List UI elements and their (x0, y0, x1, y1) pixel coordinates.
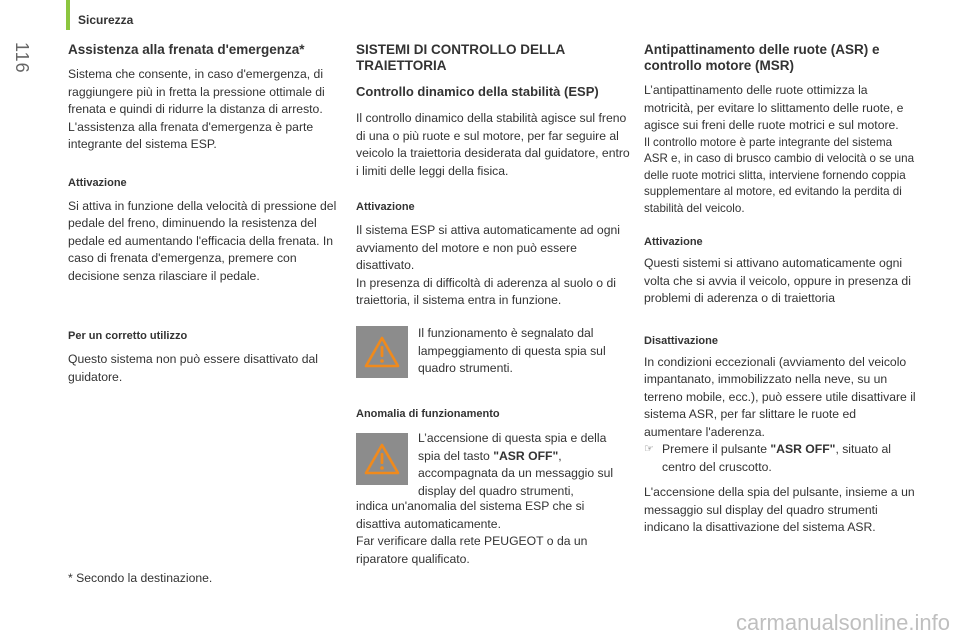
emergency-activation-heading: Attivazione (68, 176, 127, 189)
malfunction-text-part: L’accensione di questa spia e della spia del tasto (418, 431, 607, 463)
emergency-braking-title: Assistenza alla frenata d'emergenza* (68, 42, 305, 57)
asr-deactivation-heading: Disattivazione (644, 334, 718, 347)
column-asr (644, 42, 916, 537)
section-accent-bar (66, 0, 70, 30)
asr-intro-1: L’antipattinamento delle ruote ottimizza la motricità, per evitare lo slittamento delle ruote, e agisce sui freni delle ruote motrici e sul motore. (644, 83, 904, 132)
asr-deactivation-text: In condizioni eccezionali (avviamento del veicolo impantanato, immobilizzato nella neve, su un terreno mobile, ecc.), può essere utile disattivare il sistema ASR, per far slittare le ruote ed aumentare l'aderenza. (644, 354, 916, 439)
column-esp (356, 42, 631, 310)
malfunction-body (356, 498, 631, 568)
asr-title: Antipattinamento delle ruote (ASR) e controllo motore (MSR) (644, 42, 880, 73)
esp-warning-light-icon (356, 326, 408, 378)
asr-intro-2: Il controllo motore è parte integrante del sistema ASR e, in caso di brusco cambio di velocità o se una delle ruote motrici slitta, interviene fornendo coppia supplementare al motore, ed evitando la perdita di stabilità del veicolo. (644, 135, 915, 215)
pointing-hand-icon: ☞ (644, 443, 654, 455)
malfunction-text-1: indica un'anomalia del sistema ESP che si disattiva automaticamente. (356, 499, 585, 531)
malfunction-text-part: , accompagnata da un messaggio sul display del quadro strumenti, (418, 448, 614, 498)
emergency-activation-text: Si attiva in funzione della velocità di pressione del pedale del freno, diminuendo la resistenza del pedale ed aumentando l'efficacia della frenata. In caso di frenata d'emergenza, premere con decisione senza rilasciare il pedale. (68, 198, 337, 283)
section-label: Sicurezza (78, 13, 134, 27)
trajectory-control-title: SISTEMI DI CONTROLLO DELLA TRAIETTORIA (356, 42, 565, 73)
malfunction-text-2: Far verificare dalla rete PEUGEOT o da un riparatore qualificato. (356, 534, 588, 566)
asr-activation-heading: Attivazione (644, 236, 703, 248)
esp-warning-text: Il funzionamento è segnalato dal lampeggiamento di questa spia sul quadro strumenti. (418, 326, 606, 375)
column-emergency-braking (68, 42, 343, 386)
malfunction-warning-text (418, 430, 630, 500)
instruction-part: Premere il pulsante (662, 442, 771, 456)
asr-off-instruction-text (662, 441, 916, 476)
esp-activation-heading: Attivazione (356, 201, 415, 213)
asr-off-instruction (644, 441, 916, 476)
esp-intro: Il controllo dinamico della stabilità agisce sul freno di una o più ruote e sul motore, per far seguire al veicolo la traiettoria desiderata dal guidatore, entro i limiti delle leggi della fisica. (356, 111, 630, 178)
malfunction-heading: Anomalia di funzionamento (356, 408, 500, 420)
esp-activation-text-2: In presenza di difficoltà di aderenza al suolo o di traiettoria, il sistema entra in funzione. (356, 275, 616, 307)
asr-activation-text: Questi sistemi si attivano automaticamente ogni volta che si avvia il veicolo, oppure in presenza di problemi di aderenza o di traiettoria (644, 256, 911, 305)
asr-off-label: "ASR OFF" (493, 448, 559, 463)
emergency-braking-intro: Sistema che consente, in caso d'emergenza, di raggiungere più in fretta la pressione ottimale di frenata e quindi di ridurre la distanza di arresto. L'assistenza alla frenata d'emergenza è parte integrante del sistema ESP. (68, 67, 325, 151)
watermark: carmanualsonline.info (735, 610, 950, 635)
warning-triangle-icon (363, 335, 401, 369)
footnote: * Secondo la destinazione. (68, 571, 213, 585)
malfunction-warning-light-icon (356, 433, 408, 485)
warning-triangle-icon (363, 442, 401, 476)
correct-use-heading: Per un corretto utilizzo (68, 330, 188, 342)
asr-outro: L'accensione della spia del pulsante, insieme a un messaggio sul display del quadro strumenti indicano la disattivazione del sistema ASR. (644, 485, 915, 534)
instruction-part: , situato al centro del cruscotto. (662, 442, 891, 474)
correct-use-text: Questo sistema non può essere disattivato dal guidatore. (68, 352, 318, 384)
esp-subtitle: Controllo dinamico della stabilità (ESP) (356, 84, 599, 99)
page-number: 116 (12, 42, 32, 74)
asr-off-button-label: "ASR OFF" (770, 442, 836, 456)
esp-activation-text-1: Il sistema ESP si attiva automaticamente ad ogni avviamento del motore e non può essere disattivato. (356, 223, 620, 272)
